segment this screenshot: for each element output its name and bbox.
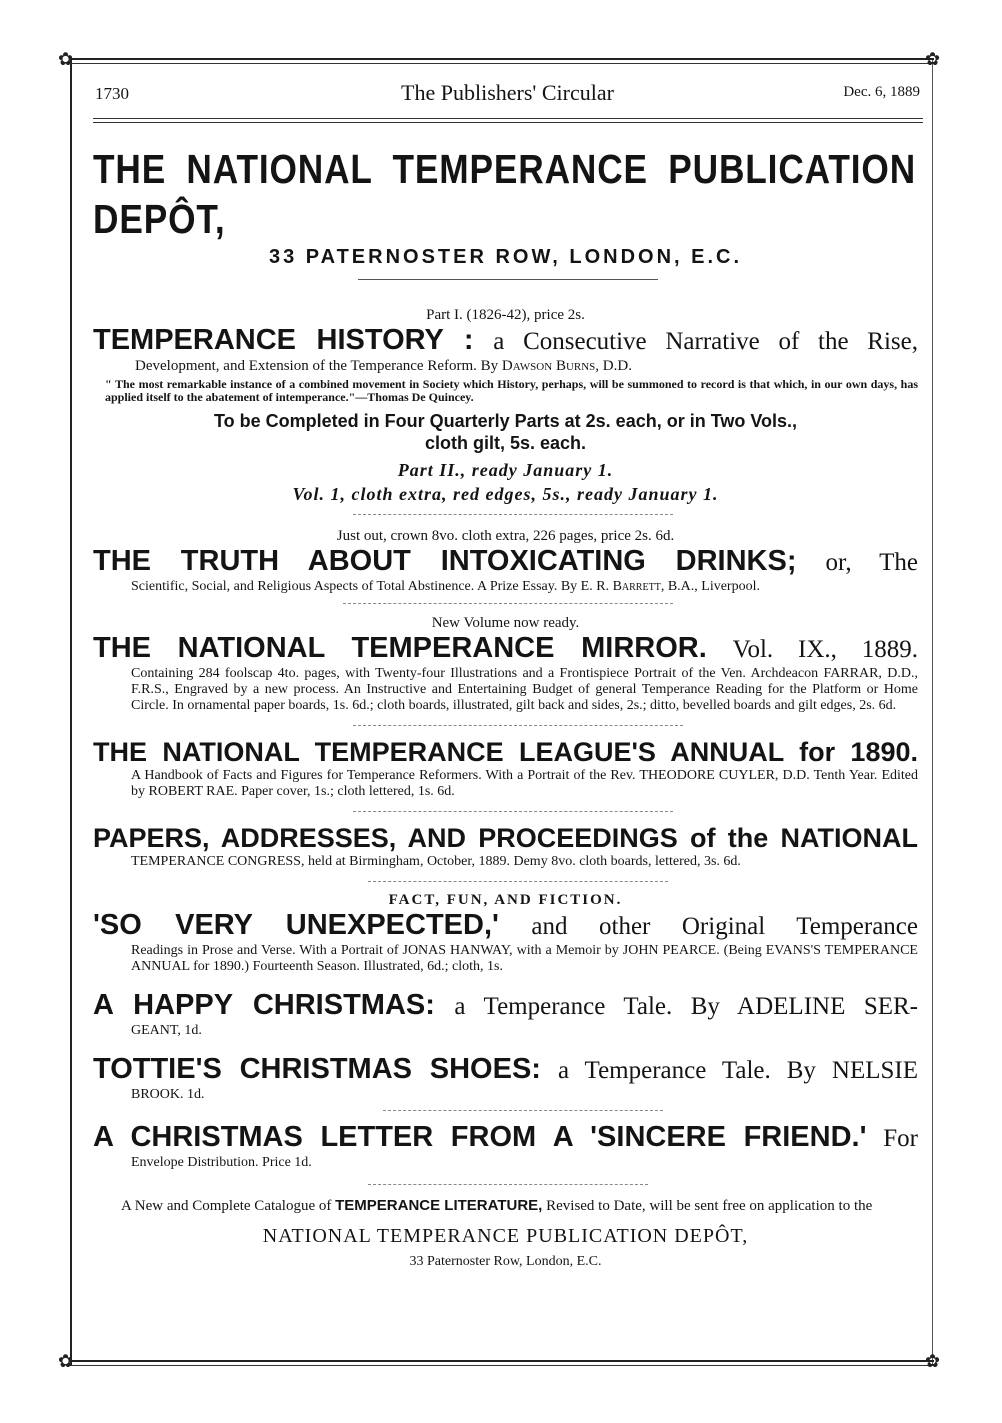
part-price-line: Part I. (1826-42), price 2s. (426, 307, 585, 323)
de-quincey-quote: " The most remarkable instance of a combined movement in Society which History, perhaps, will be summoned to record is that which, in our own days, has applied itself to the abatement of intemperance."—Thomas De Quincey. (105, 377, 918, 404)
catalogue-text (93, 1197, 918, 1215)
running-header (95, 80, 920, 110)
section-heading: FACT, FUN, AND FICTION. (388, 892, 623, 908)
title-text: THE NATIONAL TEMPERANCE LEAGUE'S ANNUAL for 1890. (93, 737, 918, 767)
description: BROOK. 1d. (131, 1087, 205, 1102)
separator (383, 1110, 663, 1111)
description: A Handbook of Facts and Figures for Temperance Reformers. With a Portrait of the Rev. THEODORE CUYLER, D.D. Tenth Year. Edited by ROBERT RAE. Paper cover, 1s.; cloth lettered, 1s. 6d. (131, 768, 918, 799)
title-text: TEMPERANCE HISTORY : (93, 324, 474, 356)
ready-line: Part II., ready January 1. (397, 460, 614, 480)
description (93, 579, 918, 595)
league-annual-notice (93, 736, 918, 800)
description: GEANT, 1d. (131, 1023, 202, 1038)
desc-text: Scientific, Social, and Religious Aspects of Total Abstinence. A Prize Essay. By E. R. (131, 579, 613, 594)
header-rule-inner (93, 122, 923, 123)
author-name: Dawson Burns (501, 358, 596, 374)
title-text: THE NATIONAL TEMPERANCE MIRROR. (93, 632, 707, 664)
ready-line: Vol. 1, cloth extra, red edges, 5s., ready January 1. (292, 484, 719, 504)
title-tail: a Consecutive Narrative of the Rise, (493, 328, 919, 355)
description (93, 358, 918, 374)
letter-title (93, 1121, 918, 1155)
title-tail: For (883, 1125, 918, 1152)
christmas-letter-notice (93, 1121, 918, 1171)
separator (368, 881, 668, 882)
separator (343, 603, 673, 604)
truth-title (93, 545, 918, 579)
catalogue-post: Revised to Date, will be sent free on application to the (542, 1198, 873, 1214)
title-tail: a Temperance Tale. By NELSIE (557, 1057, 918, 1084)
page-number: 1730 (95, 84, 129, 103)
advertisement-page (93, 140, 918, 1270)
title-tail: a Temperance Tale. By ADELINE SER- (454, 993, 919, 1020)
happy-christmas-notice (93, 989, 918, 1039)
title-text: A CHRISTMAS LETTER FROM A 'SINCERE FRIEND.' (93, 1121, 867, 1153)
right-frame-border (932, 60, 933, 1365)
intro-line: Just out, crown 8vo. cloth extra, 226 pages, price 2s. 6d. (336, 528, 675, 544)
depot-title: THE NATIONAL TEMPERANCE PUBLICATION DEPÔT, (93, 146, 917, 242)
left-frame-border (70, 60, 72, 1365)
description: TEMPERANCE CONGRESS, held at Birmingham, October, 1889. Demy 8vo. cloth boards, lettered, 3s. 6d. (131, 854, 741, 869)
title-text: THE TRUTH ABOUT INTOXICATING DRINKS; (93, 545, 797, 577)
desc-text: , B.A., Liverpool. (660, 579, 760, 594)
intro-line: New Volume now ready. (431, 615, 580, 631)
league-title (93, 736, 918, 768)
papers-title (93, 822, 918, 854)
footer-depot-name: NATIONAL TEMPERANCE PUBLICATION DEPÔT, (262, 1225, 749, 1247)
papers-notice (93, 822, 918, 870)
corner-ornament-icon: ✿ (925, 1351, 941, 1371)
corner-ornament-icon: ✿ (58, 49, 74, 69)
description: Envelope Distribution. Price 1d. (131, 1155, 312, 1170)
title-text: TOTTIE'S CHRISTMAS SHOES: (93, 1053, 541, 1085)
unexpected-title (93, 909, 918, 943)
tottie-notice (93, 1053, 918, 1103)
temperance-mirror-notice (93, 615, 918, 714)
top-frame-rule-inner (70, 63, 934, 64)
header-rule (93, 118, 923, 119)
fact-fun-fiction-notice (93, 892, 918, 975)
temperance-history-notice (93, 307, 918, 506)
footer-depot-address: 33 Paternoster Row, London, E.C. (409, 1254, 602, 1269)
author-name: Barrett (612, 579, 661, 594)
journal-title: The Publishers' Circular (401, 80, 614, 105)
top-frame-rule (70, 58, 934, 60)
separator (353, 811, 673, 812)
bottom-frame-rule (70, 1360, 934, 1362)
separator (368, 1184, 648, 1185)
truth-about-drinks-notice (93, 528, 918, 595)
title-text: A HAPPY CHRISTMAS: (93, 989, 435, 1021)
depot-address: 33 PATERNOSTER ROW, LONDON, E.C. (268, 246, 743, 268)
catalogue-pre: A New and Complete Catalogue of (121, 1198, 336, 1214)
separator (353, 514, 673, 515)
temperance-history-title (93, 324, 918, 358)
desc-text: Development, and Extension of the Temperance Reform. By (135, 358, 502, 374)
description: Readings in Prose and Verse. With a Portrait of JONAS HANWAY, with a Memoir by JOHN PEARCE. (Being EVANS'S TEMPERANCE ANNUAL for 1890.) Fourteenth Season. Illustrated, 6d.; cloth, 1s. (131, 943, 918, 974)
corner-ornament-icon: ✿ (925, 49, 941, 69)
title-text: PAPERS, ADDRESSES, AND PROCEEDINGS of the NATIONAL (93, 823, 918, 853)
completion-line: cloth gilt, 5s. each. (424, 433, 587, 453)
title-tail: and other Original Temperance (531, 913, 919, 940)
separator (358, 279, 658, 280)
title-text: 'SO VERY UNEXPECTED,' (93, 909, 499, 941)
completion-line: To be Completed in Four Quarterly Parts at 2s. each, or in Two Vols., (213, 411, 798, 431)
desc-text: , D.D. (595, 358, 632, 374)
catalogue-notice (93, 1197, 918, 1270)
title-tail: or, The (825, 549, 918, 576)
separator (353, 725, 683, 726)
mirror-title (93, 632, 918, 666)
catalogue-bold: TEMPERANCE LITERATURE, (335, 1197, 543, 1214)
title-tail: Vol. IX., 1889. (732, 636, 918, 663)
happy-christmas-title (93, 989, 918, 1023)
issue-date: Dec. 6, 1889 (843, 84, 920, 100)
tottie-title (93, 1053, 918, 1087)
description: Containing 284 foolscap 4to. pages, with Twenty-four Illustrations and a Frontispiece Portrait of the Ven. Archdeacon FARRAR, D.D., F.R.S., Engraved by a new process. An Instructive and Entertaining Budget of general Temperance Reading for the Platform or Home Circle. In ornamental paper boards, 1s. 6d.; cloth boards, illustrated, gilt back and sides, 2s.; ditto, bevelled boards and gilt edges, 2s. 6d. (131, 666, 918, 713)
bottom-frame-rule-inner (70, 1365, 934, 1366)
corner-ornament-icon: ✿ (58, 1351, 74, 1371)
